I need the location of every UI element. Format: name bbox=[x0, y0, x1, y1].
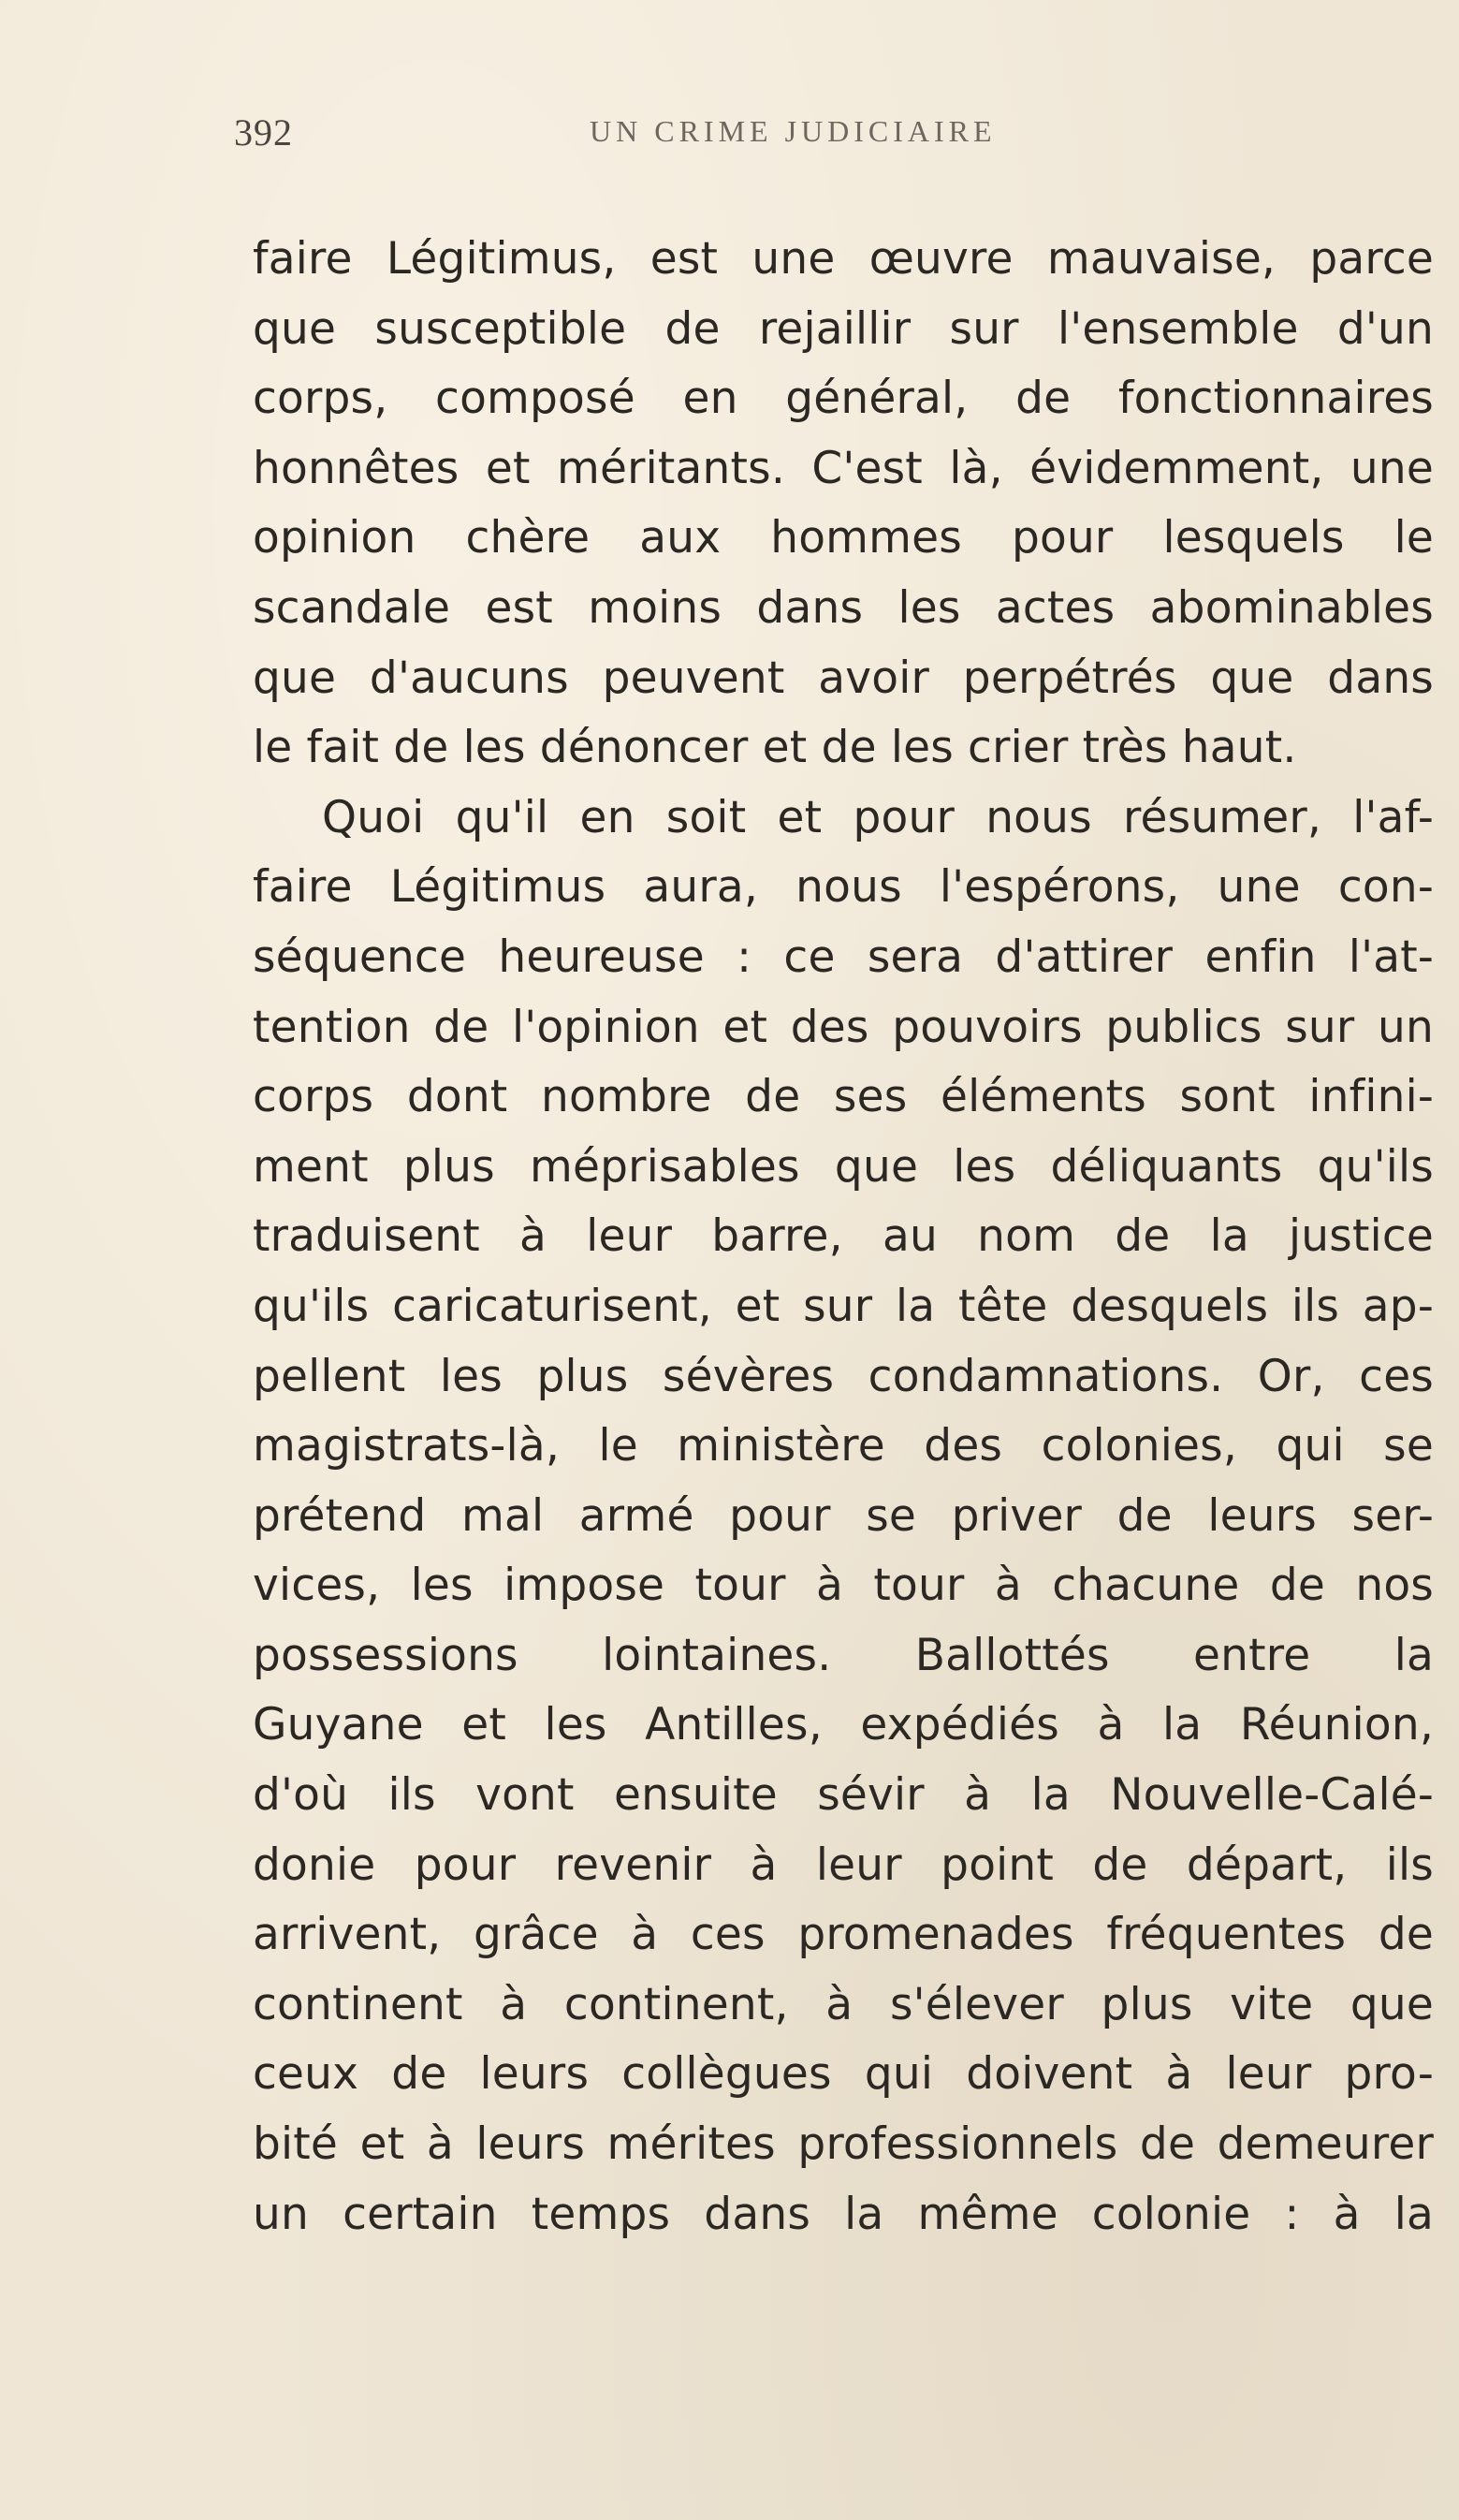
text-line: corps, composé en général, de fonctionnaires bbox=[253, 373, 1434, 425]
running-head bbox=[234, 110, 1437, 167]
text-line: qu'ils caricaturisent, et sur la tête desquels ils ap- bbox=[253, 1280, 1434, 1332]
text-line: Guyane et les Antilles, expédiés à la Réunion, bbox=[253, 1699, 1434, 1751]
text-line: bité et à leurs mérites professionnels de demeurer bbox=[253, 2118, 1434, 2171]
body-text bbox=[253, 225, 1434, 2249]
text-line: pellent les plus sévères condamnations. Or, ces bbox=[253, 1350, 1434, 1402]
page-number: 392 bbox=[234, 111, 293, 154]
text-line: possessions lointaines. Ballottés entre la bbox=[253, 1629, 1434, 1681]
text-line: d'où ils vont ensuite sévir à la Nouvelle-Calé- bbox=[253, 1769, 1434, 1822]
text-line: honnêtes et méritants. C'est là, évidemment, une bbox=[253, 442, 1434, 494]
text-line: scandale est moins dans les actes abominables bbox=[253, 581, 1434, 634]
text-line: corps dont nombre de ses éléments sont infini- bbox=[253, 1071, 1434, 1123]
text-line: un certain temps dans la même colonie : à la bbox=[253, 2188, 1434, 2240]
text-line: magistrats-là, le ministère des colonies, qui se bbox=[253, 1420, 1434, 1472]
text-line: ceux de leurs collègues qui doivent à leur pro- bbox=[253, 2048, 1434, 2101]
running-title: UN CRIME JUDICIAIRE bbox=[590, 114, 997, 148]
text-line: faire Légitimus, est une œuvre mauvaise, parce bbox=[253, 233, 1434, 285]
text-line: opinion chère aux hommes pour lesquels le bbox=[253, 512, 1434, 564]
text-line: traduisent à leur barre, au nom de la justice bbox=[253, 1210, 1434, 1263]
text-line: tention de l'opinion et des pouvoirs publics sur un bbox=[253, 1001, 1434, 1053]
text-line: vices, les impose tour à tour à chacune de nos bbox=[253, 1560, 1434, 1612]
text-line: ment plus méprisables que les déliquants qu'ils bbox=[253, 1140, 1434, 1193]
text-line: le fait de les dénoncer et de les crier très haut. bbox=[253, 722, 1297, 774]
text-line: séquence heureuse : ce sera d'attirer enfin l'at- bbox=[253, 930, 1434, 983]
text-line: continent à continent, à s'élever plus vite que bbox=[253, 1978, 1434, 2030]
text-line: arrivent, grâce à ces promenades fréquentes de bbox=[253, 1909, 1434, 1961]
text-line: que susceptible de rejaillir sur l'ensemble d'un bbox=[253, 302, 1434, 355]
text-line: prétend mal armé pour se priver de leurs ser- bbox=[253, 1489, 1434, 1542]
text-line: donie pour revenir à leur point de départ, ils bbox=[253, 1839, 1434, 1891]
text-line: Quoi qu'il en soit et pour nous résumer, l'af- bbox=[322, 791, 1434, 843]
text-line: que d'aucuns peuvent avoir perpétrés que dans bbox=[253, 652, 1434, 704]
text-line: faire Légitimus aura, nous l'espérons, une con- bbox=[253, 861, 1434, 914]
